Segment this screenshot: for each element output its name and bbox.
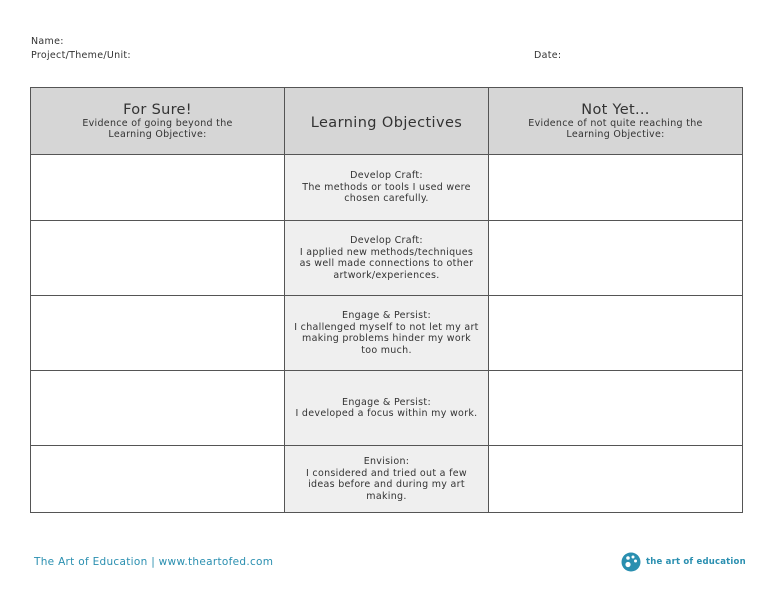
for-sure-cell[interactable]: [31, 371, 285, 446]
table-header-row: [31, 88, 743, 155]
for-sure-cell[interactable]: [31, 221, 285, 296]
objective-category: Develop Craft:: [350, 235, 423, 246]
for-sure-cell[interactable]: [31, 296, 285, 371]
not-yet-title: Not Yet...: [581, 102, 650, 118]
for-sure-header: [31, 88, 285, 155]
objective-text: I considered and tried out a few ideas before and during my art making.: [306, 467, 467, 502]
for-sure-subtitle: Evidence of going beyond the Learning Objective:: [82, 118, 233, 140]
for-sure-cell[interactable]: [31, 446, 285, 513]
objective-text: The methods or tools I used were chosen carefully.: [302, 181, 471, 205]
table-row: [31, 296, 743, 371]
objective-text: I challenged myself to not let my art making problems hinder my work too much.: [294, 321, 479, 356]
palette-icon: [621, 552, 641, 572]
learning-objectives-table: [30, 87, 743, 513]
learning-objectives-title: Learning Objectives: [310, 114, 463, 131]
objective-category: Envision:: [363, 456, 410, 467]
date-label: Date:: [534, 50, 562, 61]
objective-cell: [285, 155, 489, 221]
project-label: Project/Theme/Unit:: [31, 50, 131, 61]
objective-cell: [285, 296, 489, 371]
table-row: [31, 371, 743, 446]
objective-category: Engage & Persist:: [342, 396, 431, 408]
objective-category: Engage & Persist:: [342, 310, 431, 321]
not-yet-header: [489, 88, 743, 155]
objective-cell: [285, 221, 489, 296]
objective-cell: [285, 371, 489, 446]
brand-logo: [621, 552, 746, 572]
table-row: [31, 221, 743, 296]
footer-website-text: The Art of Education | www.theartofed.com: [34, 556, 274, 568]
table-row: [31, 155, 743, 221]
logo-text: the art of education: [646, 557, 746, 567]
not-yet-cell[interactable]: [489, 221, 743, 296]
not-yet-subtitle: Evidence of not quite reaching the Learning Objective:: [528, 118, 703, 140]
not-yet-cell[interactable]: [489, 155, 743, 221]
name-label: Name:: [31, 36, 64, 47]
objective-category: Develop Craft:: [350, 170, 423, 182]
objective-text: I applied new methods/techniques as well made connections to other artwork/experiences.: [299, 246, 474, 281]
for-sure-title: For Sure!: [123, 102, 192, 118]
objective-cell: [285, 446, 489, 513]
not-yet-cell[interactable]: [489, 446, 743, 513]
table-row: [31, 446, 743, 513]
objective-text: I developed a focus within my work.: [295, 408, 478, 419]
for-sure-cell[interactable]: [31, 155, 285, 221]
not-yet-cell[interactable]: [489, 296, 743, 371]
learning-objectives-header: [285, 88, 489, 155]
not-yet-cell[interactable]: [489, 371, 743, 446]
